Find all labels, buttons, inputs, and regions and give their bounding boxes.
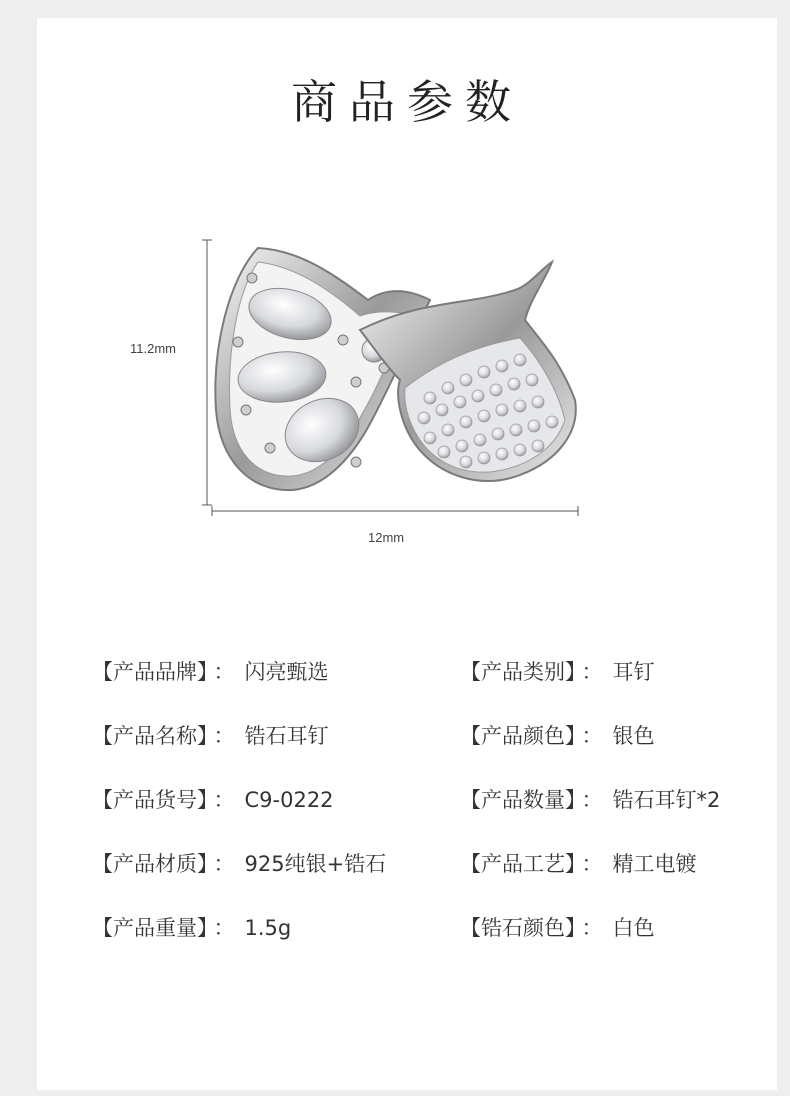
spec-row xyxy=(460,784,720,814)
spec-colon: ： xyxy=(213,788,235,812)
spec-colon: ： xyxy=(581,660,603,684)
spec-key: 【 产品数量 】 xyxy=(460,788,576,812)
spec-key: 【 锆石颜色 】 xyxy=(460,916,576,940)
spec-key: 【 产品颜色 】 xyxy=(460,724,576,748)
spec-row xyxy=(92,912,291,942)
spec-value: 耳钉 xyxy=(612,660,655,684)
spec-colon: ： xyxy=(213,660,235,684)
spec-row xyxy=(460,656,655,686)
spec-key: 【 产品重量 】 xyxy=(92,916,208,940)
spec-value: 白色 xyxy=(612,916,655,940)
spec-key: 【 产品类别 】 xyxy=(460,660,576,684)
spec-colon: ： xyxy=(213,852,235,876)
spec-key: 【 产品工艺 】 xyxy=(460,852,576,876)
spec-value: C9-0222 xyxy=(244,788,334,812)
spec-key: 【 产品材质 】 xyxy=(92,852,208,876)
spec-value: 锆石耳钉*2 xyxy=(612,788,721,812)
spec-colon: ： xyxy=(213,916,235,940)
spec-key: 【 产品品牌 】 xyxy=(92,660,208,684)
spec-colon: ： xyxy=(581,724,603,748)
spec-value: 银色 xyxy=(612,724,655,748)
spec-value: 精工电镀 xyxy=(612,852,697,876)
spec-row xyxy=(92,784,334,814)
spec-value: 闪亮甄选 xyxy=(244,660,329,684)
spec-colon: ： xyxy=(581,788,603,812)
spec-colon: ： xyxy=(581,852,603,876)
spec-value: 925纯银+锆石 xyxy=(244,852,387,876)
spec-colon: ： xyxy=(581,916,603,940)
spec-key: 【 产品名称 】 xyxy=(92,724,208,748)
spec-row xyxy=(460,848,697,878)
spec-row xyxy=(92,656,329,686)
spec-value: 锆石耳钉 xyxy=(244,724,329,748)
spec-row xyxy=(92,848,386,878)
spec-colon: ： xyxy=(213,724,235,748)
spec-key: 【 产品货号 】 xyxy=(92,788,208,812)
spec-row xyxy=(92,720,329,750)
page-title: 商品参数 xyxy=(291,75,523,129)
spec-row xyxy=(460,720,655,750)
width-label: 12mm xyxy=(368,530,405,545)
height-label: 11.2mm xyxy=(130,341,176,356)
spec-value: 1.5g xyxy=(244,916,292,940)
spec-row xyxy=(460,912,655,942)
